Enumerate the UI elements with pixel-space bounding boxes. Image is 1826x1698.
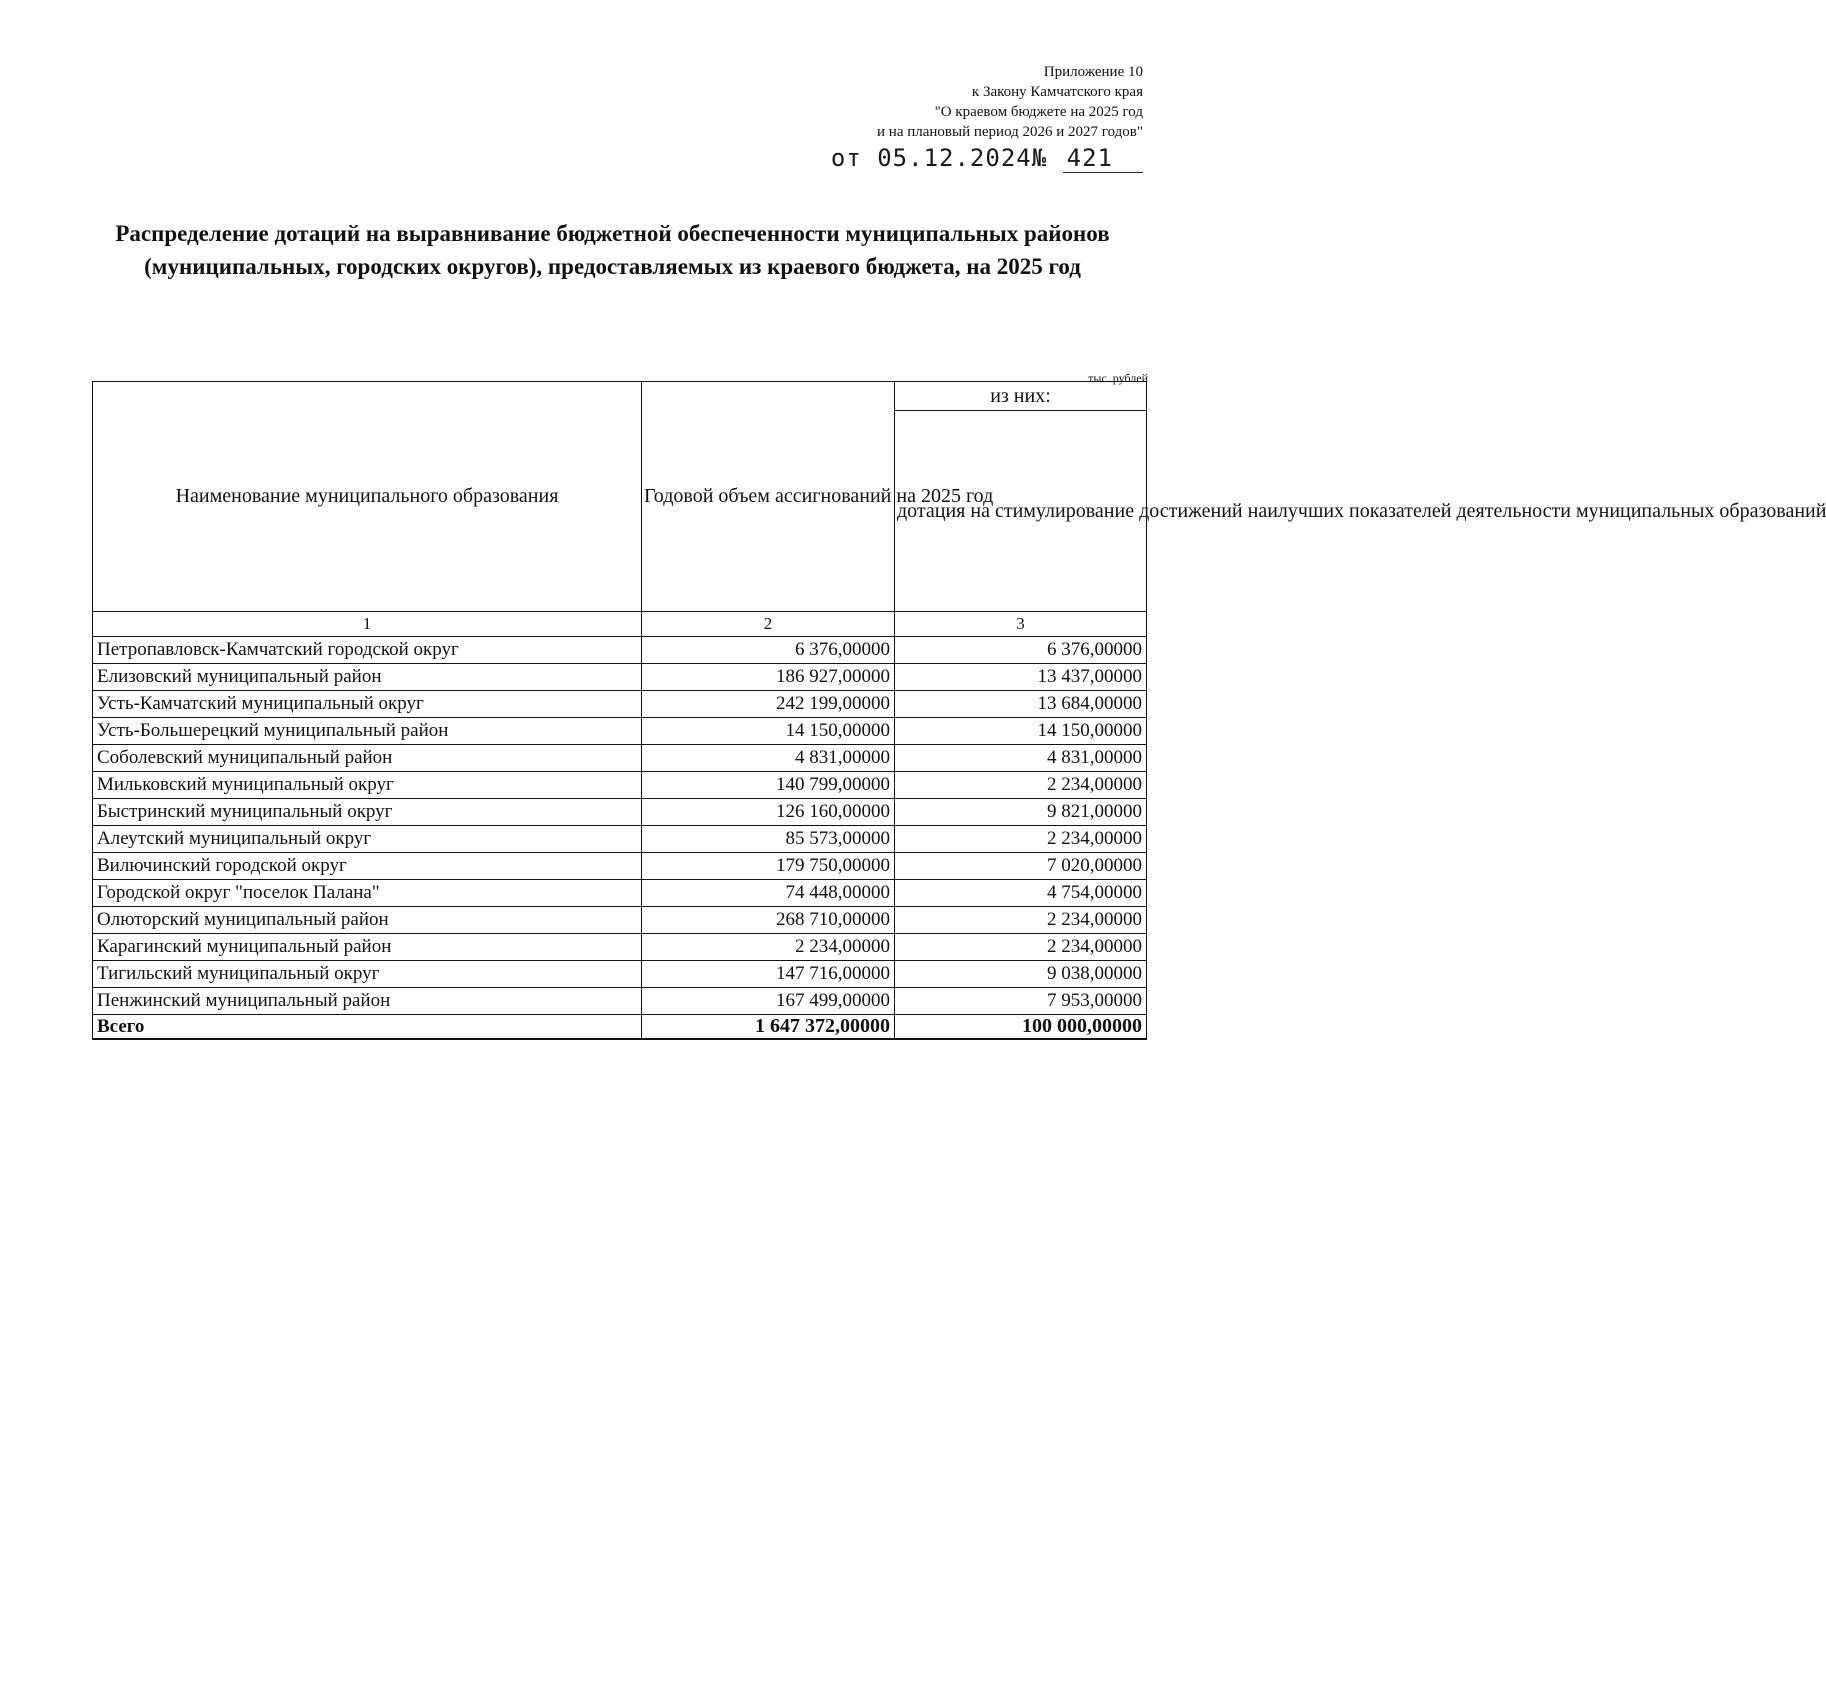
table-row [93, 907, 1147, 934]
document-title: Распределение дотаций на выравнивание бюджетной обеспеченности муниципальных районов (муниципальных, городских округов), предоставляемых из краевого бюджета, на 2025 год [115, 221, 1110, 279]
column-number-row [93, 612, 1147, 637]
annual-volume: 14 150,00000 [642, 718, 895, 745]
header-incentive: дотация на стимулирование достижений наилучших показателей деятельности муниципальных образований [895, 411, 1147, 612]
table-row [93, 772, 1147, 799]
date-prefix: от [830, 144, 862, 172]
annual-volume: 6 376,00000 [642, 637, 895, 664]
incentive-grant: 9 038,00000 [895, 961, 1147, 988]
table-row [93, 691, 1147, 718]
incentive-grant: 6 376,00000 [895, 637, 1147, 664]
header-name: Наименование муниципального образования [93, 382, 642, 612]
number-sign: № [1031, 144, 1048, 172]
table-row [93, 880, 1147, 907]
table-row [93, 988, 1147, 1015]
annual-volume: 140 799,00000 [642, 772, 895, 799]
incentive-grant: 2 234,00000 [895, 826, 1147, 853]
municipality-name: Олюторский муниципальный район [93, 907, 642, 934]
municipality-name: Быстринский муниципальный округ [93, 799, 642, 826]
municipality-name: Усть-Камчатский муниципальный округ [93, 691, 642, 718]
law-number: 421 [1063, 144, 1143, 173]
municipality-name: Пенжинский муниципальный район [93, 988, 642, 1015]
annual-volume: 126 160,00000 [642, 799, 895, 826]
distribution-table [92, 381, 1826, 1040]
appendix-line-2: к Закону Камчатского края [971, 84, 1143, 100]
incentive-grant: 4 754,00000 [895, 880, 1147, 907]
appendix-line-4: и на плановый период 2026 и 2027 годов" [877, 124, 1143, 140]
table-row [93, 637, 1147, 664]
table-row [93, 934, 1147, 961]
total-row [93, 1015, 1147, 1040]
law-date: 05.12.2024 [877, 144, 1032, 172]
header-row-1 [93, 382, 1147, 411]
municipality-name: Городской округ "поселок Палана" [93, 880, 642, 907]
header-volume: Годовой объем ассигнований на 2025 год [642, 382, 895, 612]
municipality-name: Вилючинский городской округ [93, 853, 642, 880]
incentive-grant: 4 831,00000 [895, 745, 1147, 772]
municipality-name: Мильковский муниципальный округ [93, 772, 642, 799]
incentive-grant: 7 020,00000 [895, 853, 1147, 880]
incentive-grant: 9 821,00000 [895, 799, 1147, 826]
annual-volume: 242 199,00000 [642, 691, 895, 718]
law-date-number [831, 144, 1143, 172]
annual-volume: 167 499,00000 [642, 988, 895, 1015]
municipality-name: Соболевский муниципальный район [93, 745, 642, 772]
annual-volume: 85 573,00000 [642, 826, 895, 853]
incentive-grant: 13 437,00000 [895, 664, 1147, 691]
total-incentive: 100 000,00000 [895, 1015, 1147, 1040]
municipality-name: Усть-Большерецкий муниципальный район [93, 718, 642, 745]
annual-volume: 186 927,00000 [642, 664, 895, 691]
table-row [93, 664, 1147, 691]
unit-label: тыс. рублей [1088, 371, 1148, 385]
municipality-name: Тигильский муниципальный округ [93, 961, 642, 988]
incentive-grant: 2 234,00000 [895, 907, 1147, 934]
annual-volume: 2 234,00000 [642, 934, 895, 961]
table-row [93, 718, 1147, 745]
column-number-2: 2 [642, 612, 895, 637]
municipality-name: Елизовский муниципальный район [93, 664, 642, 691]
annual-volume: 268 710,00000 [642, 907, 895, 934]
table-row [93, 961, 1147, 988]
incentive-grant: 7 953,00000 [895, 988, 1147, 1015]
municipality-name: Алеутский муниципальный округ [93, 826, 642, 853]
total-volume: 1 647 372,00000 [642, 1015, 895, 1040]
table-row [93, 853, 1147, 880]
annual-volume: 4 831,00000 [642, 745, 895, 772]
table-row [93, 745, 1147, 772]
header-of-which: из них: [895, 382, 1147, 411]
incentive-grant: 2 234,00000 [895, 934, 1147, 961]
annual-volume: 74 448,00000 [642, 880, 895, 907]
column-number-3: 3 [895, 612, 1147, 637]
municipality-name: Петропавловск-Камчатский городской округ [93, 637, 642, 664]
annual-volume: 179 750,00000 [642, 853, 895, 880]
appendix-line-3: "О краевом бюджете на 2025 год [934, 104, 1143, 120]
annual-volume: 147 716,00000 [642, 961, 895, 988]
table-row [93, 826, 1147, 853]
appendix-line-1: Приложение 10 [1043, 64, 1143, 80]
table-row [93, 799, 1147, 826]
total-label: Всего [93, 1015, 642, 1040]
incentive-grant: 13 684,00000 [895, 691, 1147, 718]
column-number-1: 1 [93, 612, 642, 637]
incentive-grant: 14 150,00000 [895, 718, 1147, 745]
appendix-header [877, 62, 1143, 142]
municipality-name: Карагинский муниципальный район [93, 934, 642, 961]
incentive-grant: 2 234,00000 [895, 772, 1147, 799]
